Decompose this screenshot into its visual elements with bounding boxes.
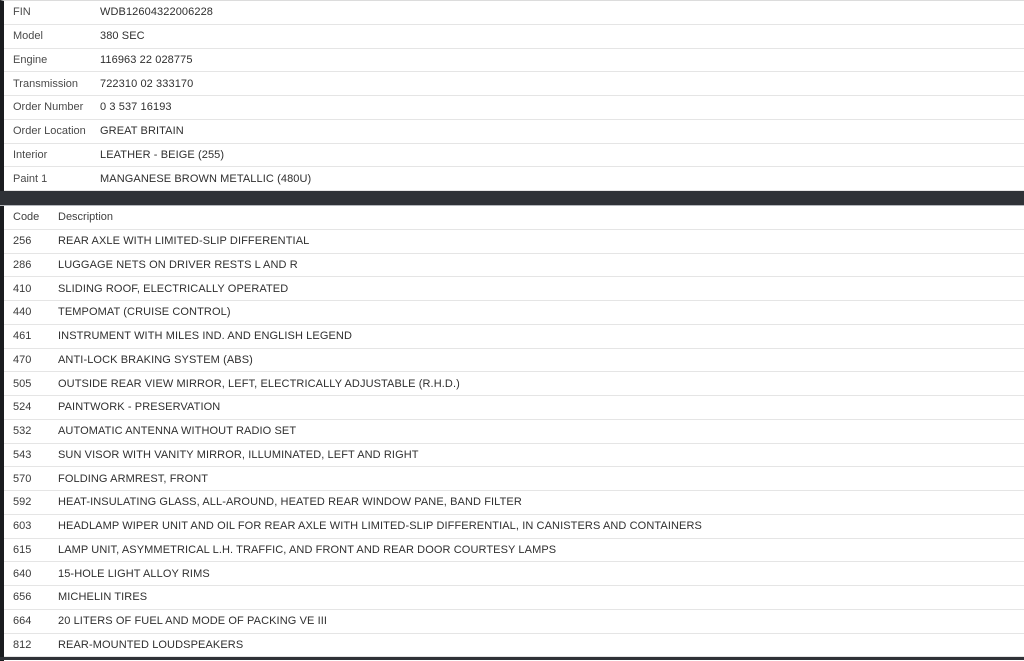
- info-value: 116963 22 028775: [100, 53, 193, 66]
- option-description: MICHELIN TIRES: [58, 591, 148, 604]
- option-description: ANTI-LOCK BRAKING SYSTEM (ABS): [58, 353, 253, 366]
- info-value: 380 SEC: [100, 30, 145, 43]
- code-column-header: Code: [13, 211, 40, 224]
- option-code-row: [4, 396, 1024, 420]
- option-code-row: [4, 539, 1024, 563]
- info-value: GREAT BRITAIN: [100, 125, 184, 138]
- info-value: LEATHER - BEIGE (255): [100, 148, 225, 161]
- vehicle-info-row: [4, 167, 1024, 191]
- option-code-row: [4, 254, 1024, 278]
- option-description: PAINTWORK - PRESERVATION: [58, 401, 221, 414]
- option-code: 570: [13, 472, 32, 485]
- option-description: 15-HOLE LIGHT ALLOY RIMS: [58, 567, 210, 580]
- option-code: 543: [13, 448, 32, 461]
- info-value: MANGANESE BROWN METALLIC (480U): [100, 172, 312, 185]
- option-description: 20 LITERS OF FUEL AND MODE OF PACKING VE III: [58, 615, 328, 628]
- option-description: HEAT-INSULATING GLASS, ALL-AROUND, HEATED REAR WINDOW PANE, BAND FILTER: [58, 496, 522, 509]
- option-code-row: [4, 491, 1024, 515]
- option-code-row: [4, 515, 1024, 539]
- info-label: Order Number: [13, 101, 84, 114]
- option-description: LAMP UNIT, ASYMMETRICAL L.H. TRAFFIC, AND FRONT AND REAR DOOR COURTESY LAMPS: [58, 543, 557, 556]
- option-code: 524: [13, 401, 32, 414]
- vehicle-info-row: [4, 96, 1024, 120]
- option-code-row: [4, 349, 1024, 373]
- info-label: Model: [13, 30, 43, 43]
- option-code-row: [4, 325, 1024, 349]
- option-code: 256: [13, 235, 32, 248]
- option-code-row: [4, 586, 1024, 610]
- options-header-row: [4, 206, 1024, 230]
- vehicle-info-table: [4, 1, 1024, 191]
- options-table: [4, 206, 1024, 657]
- info-label: Interior: [13, 148, 48, 161]
- vehicle-info-row: [4, 1, 1024, 25]
- option-code: 286: [13, 258, 32, 271]
- option-description: REAR-MOUNTED LOUDSPEAKERS: [58, 638, 244, 651]
- options-rows: [4, 230, 1024, 658]
- option-description: LUGGAGE NETS ON DRIVER RESTS L AND R: [58, 258, 298, 271]
- option-code: 664: [13, 615, 32, 628]
- option-code: 440: [13, 306, 32, 319]
- option-code-row: [4, 301, 1024, 325]
- section-separator-band: [0, 191, 1024, 206]
- option-description: INSTRUMENT WITH MILES IND. AND ENGLISH LEGEND: [58, 330, 353, 343]
- info-label: Transmission: [13, 77, 78, 90]
- description-column-header: Description: [58, 211, 114, 224]
- option-code-row: [4, 610, 1024, 634]
- option-code: 603: [13, 520, 32, 533]
- option-description: TEMPOMAT (CRUISE CONTROL): [58, 306, 231, 319]
- option-code: 532: [13, 425, 32, 438]
- option-code-row: [4, 562, 1024, 586]
- option-code-row: [4, 372, 1024, 396]
- option-description: SLIDING ROOF, ELECTRICALLY OPERATED: [58, 282, 289, 295]
- option-code: 615: [13, 543, 32, 556]
- bottom-border-bar: [0, 657, 1024, 660]
- info-label: FIN: [13, 6, 31, 19]
- option-code: 592: [13, 496, 32, 509]
- info-label: Engine: [13, 53, 48, 66]
- info-value: 0 3 537 16193: [100, 101, 172, 114]
- option-description: AUTOMATIC ANTENNA WITHOUT RADIO SET: [58, 425, 297, 438]
- option-code-row: [4, 230, 1024, 254]
- option-code: 461: [13, 330, 32, 343]
- info-label: Order Location: [13, 125, 86, 138]
- option-description: REAR AXLE WITH LIMITED-SLIP DIFFERENTIAL: [58, 235, 310, 248]
- option-code-row: [4, 467, 1024, 491]
- option-code: 640: [13, 567, 32, 580]
- vehicle-info-row: [4, 144, 1024, 168]
- vehicle-info-row: [4, 49, 1024, 73]
- option-code-row: [4, 277, 1024, 301]
- option-code-row: [4, 420, 1024, 444]
- option-description: HEADLAMP WIPER UNIT AND OIL FOR REAR AXLE WITH LIMITED-SLIP DIFFERENTIAL, IN CANISTERS AND CONTAINERS: [58, 520, 702, 533]
- option-code: 656: [13, 591, 32, 604]
- vehicle-info-row: [4, 120, 1024, 144]
- option-code-row: [4, 634, 1024, 658]
- option-code: 812: [13, 638, 32, 651]
- vehicle-info-row: [4, 72, 1024, 96]
- option-description: FOLDING ARMREST, FRONT: [58, 472, 209, 485]
- option-code: 505: [13, 377, 32, 390]
- option-code: 410: [13, 282, 32, 295]
- option-code: 470: [13, 353, 32, 366]
- option-description: OUTSIDE REAR VIEW MIRROR, LEFT, ELECTRICALLY ADJUSTABLE (R.H.D.): [58, 377, 460, 390]
- option-code-row: [4, 444, 1024, 468]
- info-label: Paint 1: [13, 172, 48, 185]
- vehicle-info-row: [4, 25, 1024, 49]
- info-value: WDB12604322006228: [100, 6, 214, 19]
- info-value: 722310 02 333170: [100, 77, 194, 90]
- option-description: SUN VISOR WITH VANITY MIRROR, ILLUMINATED, LEFT AND RIGHT: [58, 448, 419, 461]
